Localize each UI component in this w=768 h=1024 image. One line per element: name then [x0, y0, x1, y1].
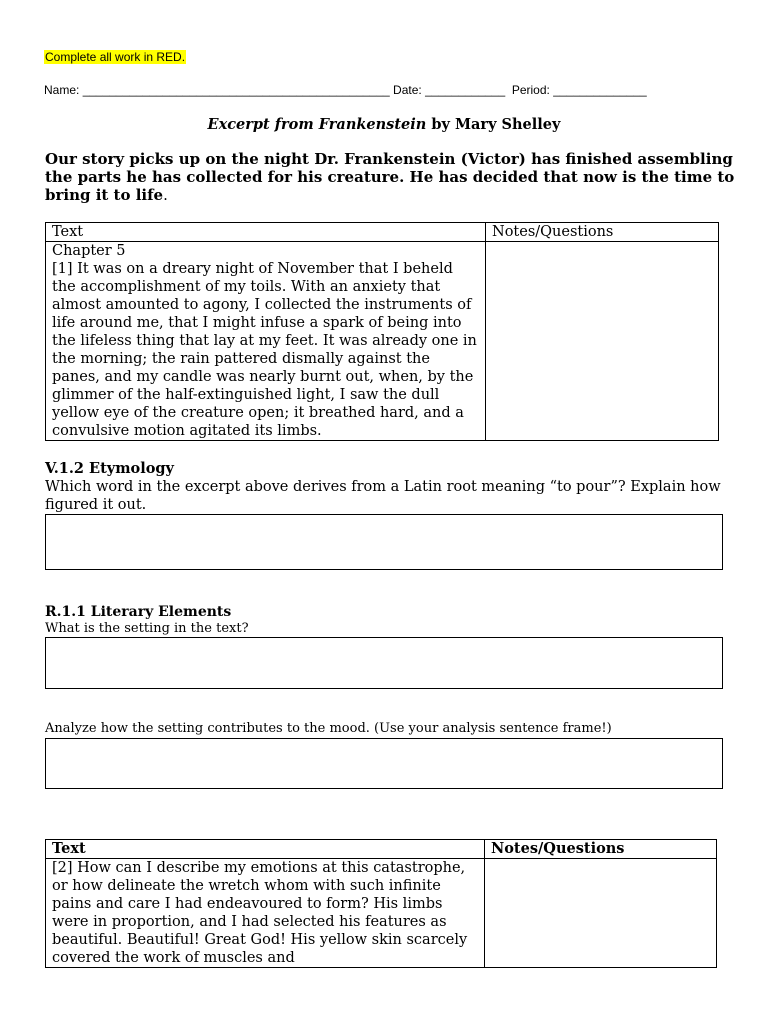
passage-cell [46, 242, 486, 441]
header-text: Text [46, 840, 485, 859]
chapter-label: Chapter 5 [52, 243, 126, 259]
passage-text: [1] It was on a dreary night of November that I beheld the accomplishment of my toils. With an anxiety that almost amounted to agony, I collected the instruments of life around me, that I might infuse a spark of being into the lifeless thing that lay at my feet. It was already one in the morning; the rain pattered dismally against the panes, and my candle was nearly burnt out, when, by the glimmer of the half-extinguished light, I saw the dull yellow eye of the creature open; it breathed hard, and a convulsive motion agitated its limbs. [52, 261, 477, 439]
setting-answer-box[interactable] [45, 637, 723, 689]
intro-text: Our story picks up on the night Dr. Frankenstein (Victor) has finished assembling the parts he has collected for his creature. He has decided that now is the time to bring it to life [45, 150, 735, 204]
passage-table-2 [45, 839, 717, 968]
mood-answer-box[interactable] [45, 738, 723, 789]
literary-heading: R.1.1 Literary Elements [45, 604, 232, 620]
name-blank[interactable]: ______________________________________________ [82, 83, 390, 97]
etymology-answer-box[interactable] [45, 514, 723, 570]
intro-period: . [163, 186, 168, 204]
title-author: by Mary Shelley [426, 116, 561, 133]
date-label: Date: [393, 83, 422, 97]
title-italic: Excerpt from Frankenstein [207, 116, 427, 133]
intro-paragraph [45, 150, 735, 204]
name-date-period-line [44, 83, 647, 98]
etymology-heading: V.1.2 Etymology [45, 460, 174, 477]
table-row [46, 859, 717, 968]
notes-cell[interactable] [486, 242, 719, 441]
period-blank[interactable]: ______________ [553, 83, 647, 97]
table-header-row [46, 840, 717, 859]
header-text: Text [46, 223, 486, 242]
header-notes: Notes/Questions [486, 223, 719, 242]
passage-table-1 [45, 222, 719, 441]
passage-cell [46, 859, 485, 968]
name-label: Name: [44, 83, 80, 97]
header-notes: Notes/Questions [485, 840, 717, 859]
passage-text: [2] How can I describe my emotions at this catastrophe, or how delineate the wretch whom with such infinite pains and care I had endeavoured to form? His limbs were in proportion, and I had selected his features as beautiful. Beautiful! Great God! His yellow skin scarcely covered the work of muscles and [52, 860, 468, 966]
instruction-highlight [44, 48, 186, 66]
period-label: Period: [511, 83, 550, 97]
instruction-text: Complete all work in RED. [45, 50, 186, 64]
page-title [0, 116, 768, 133]
etymology-question: Which word in the excerpt above derives from a Latin root meaning “to pour”? Explain how figured it out. [45, 479, 721, 513]
table-row [46, 242, 719, 441]
setting-question: What is the setting in the text? [45, 621, 249, 636]
mood-question: Analyze how the setting contributes to the mood. (Use your analysis sentence frame!) [45, 721, 612, 736]
notes-cell[interactable] [485, 859, 717, 968]
date-blank[interactable]: ____________ [425, 83, 506, 97]
table-header-row [46, 223, 719, 242]
